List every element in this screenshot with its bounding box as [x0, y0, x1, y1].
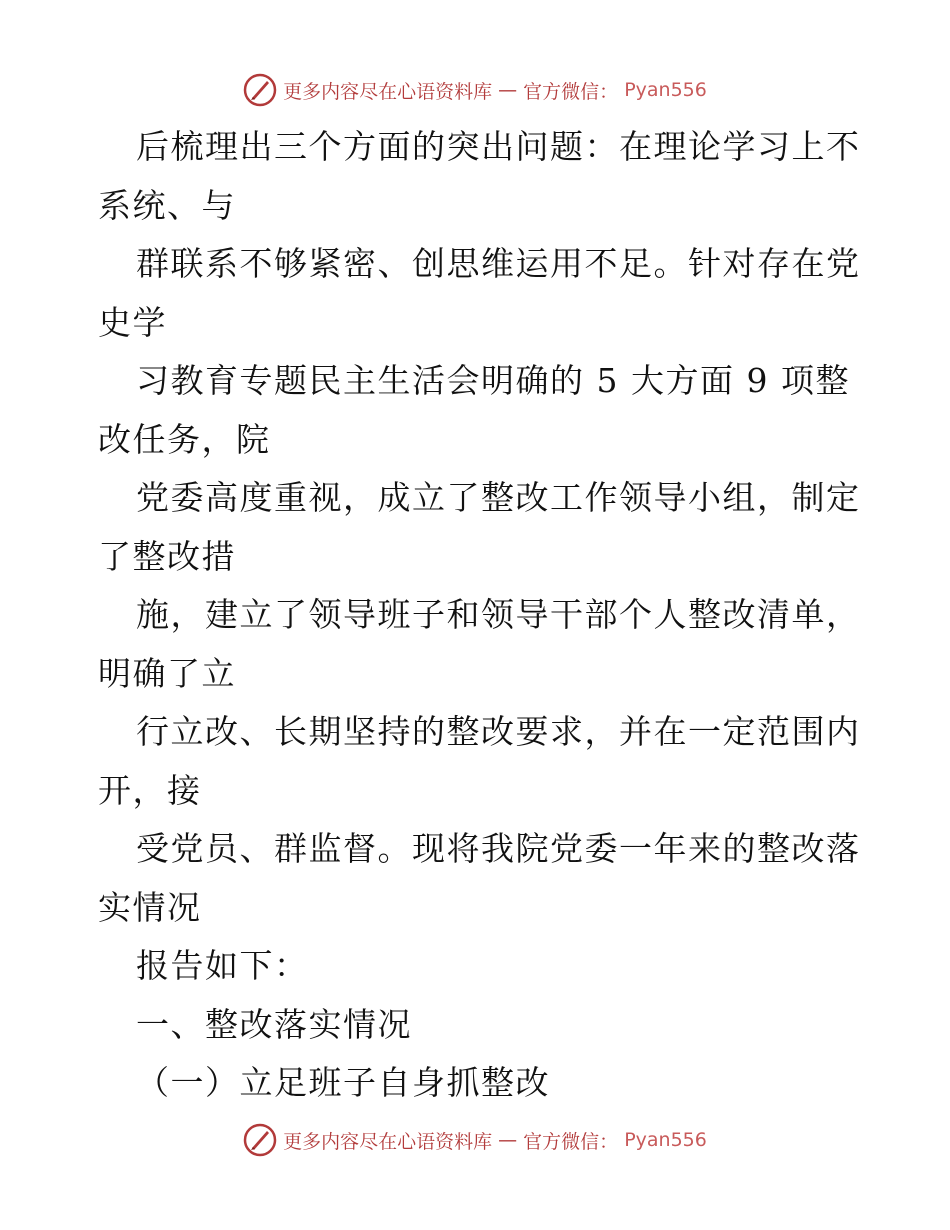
watermark-official-label: 官方微信： — [523, 80, 619, 103]
watermark-brand: 更多内容尽在心语资料库 — [283, 80, 493, 103]
header-watermark — [0, 70, 950, 110]
watermark-official-label: 官方微信： — [523, 1130, 619, 1153]
body-line: 史学 — [98, 302, 167, 342]
quill-pen-logo-icon — [243, 1123, 277, 1157]
watermark-account: Pyan556 — [624, 79, 707, 101]
body-line: 受党员、群监督。现将我院党委一年来的整改落 — [136, 829, 861, 868]
body-line: 后梳理出三个方面的突出问题：在理论学习上不 — [136, 127, 861, 166]
body-line: 开，接 — [98, 770, 202, 810]
subsection-heading: （一）立足班子自身抓整改 — [136, 1063, 550, 1102]
footer-watermark — [0, 1120, 950, 1160]
quill-pen-logo-icon — [243, 73, 277, 107]
body-line: 习教育专题民主生活会明确的 5 大方面 9 项整 — [136, 361, 850, 400]
body-line: 报告如下： — [136, 946, 309, 985]
body-line: 了整改措 — [98, 536, 236, 576]
body-line: 明确了立 — [98, 653, 236, 693]
watermark-separator: — — [498, 79, 518, 101]
document-body — [98, 118, 861, 1113]
body-line: 群联系不够紧密、创思维运用不足。针对存在党 — [136, 244, 861, 283]
body-line: 系统、与 — [98, 185, 236, 225]
body-line: 行立改、长期坚持的整改要求，并在一定范围内 — [136, 712, 861, 751]
watermark-brand: 更多内容尽在心语资料库 — [283, 1130, 493, 1153]
section-heading: 一、整改落实情况 — [136, 1004, 412, 1044]
body-line: 改任务，院 — [98, 419, 271, 459]
watermark-separator: — — [498, 1129, 518, 1151]
watermark-account: Pyan556 — [624, 1129, 707, 1151]
body-line: 党委高度重视，成立了整改工作领导小组，制定 — [136, 478, 861, 517]
body-line: 施，建立了领导班子和领导干部个人整改清单， — [136, 595, 861, 634]
body-line: 实情况 — [98, 887, 202, 927]
